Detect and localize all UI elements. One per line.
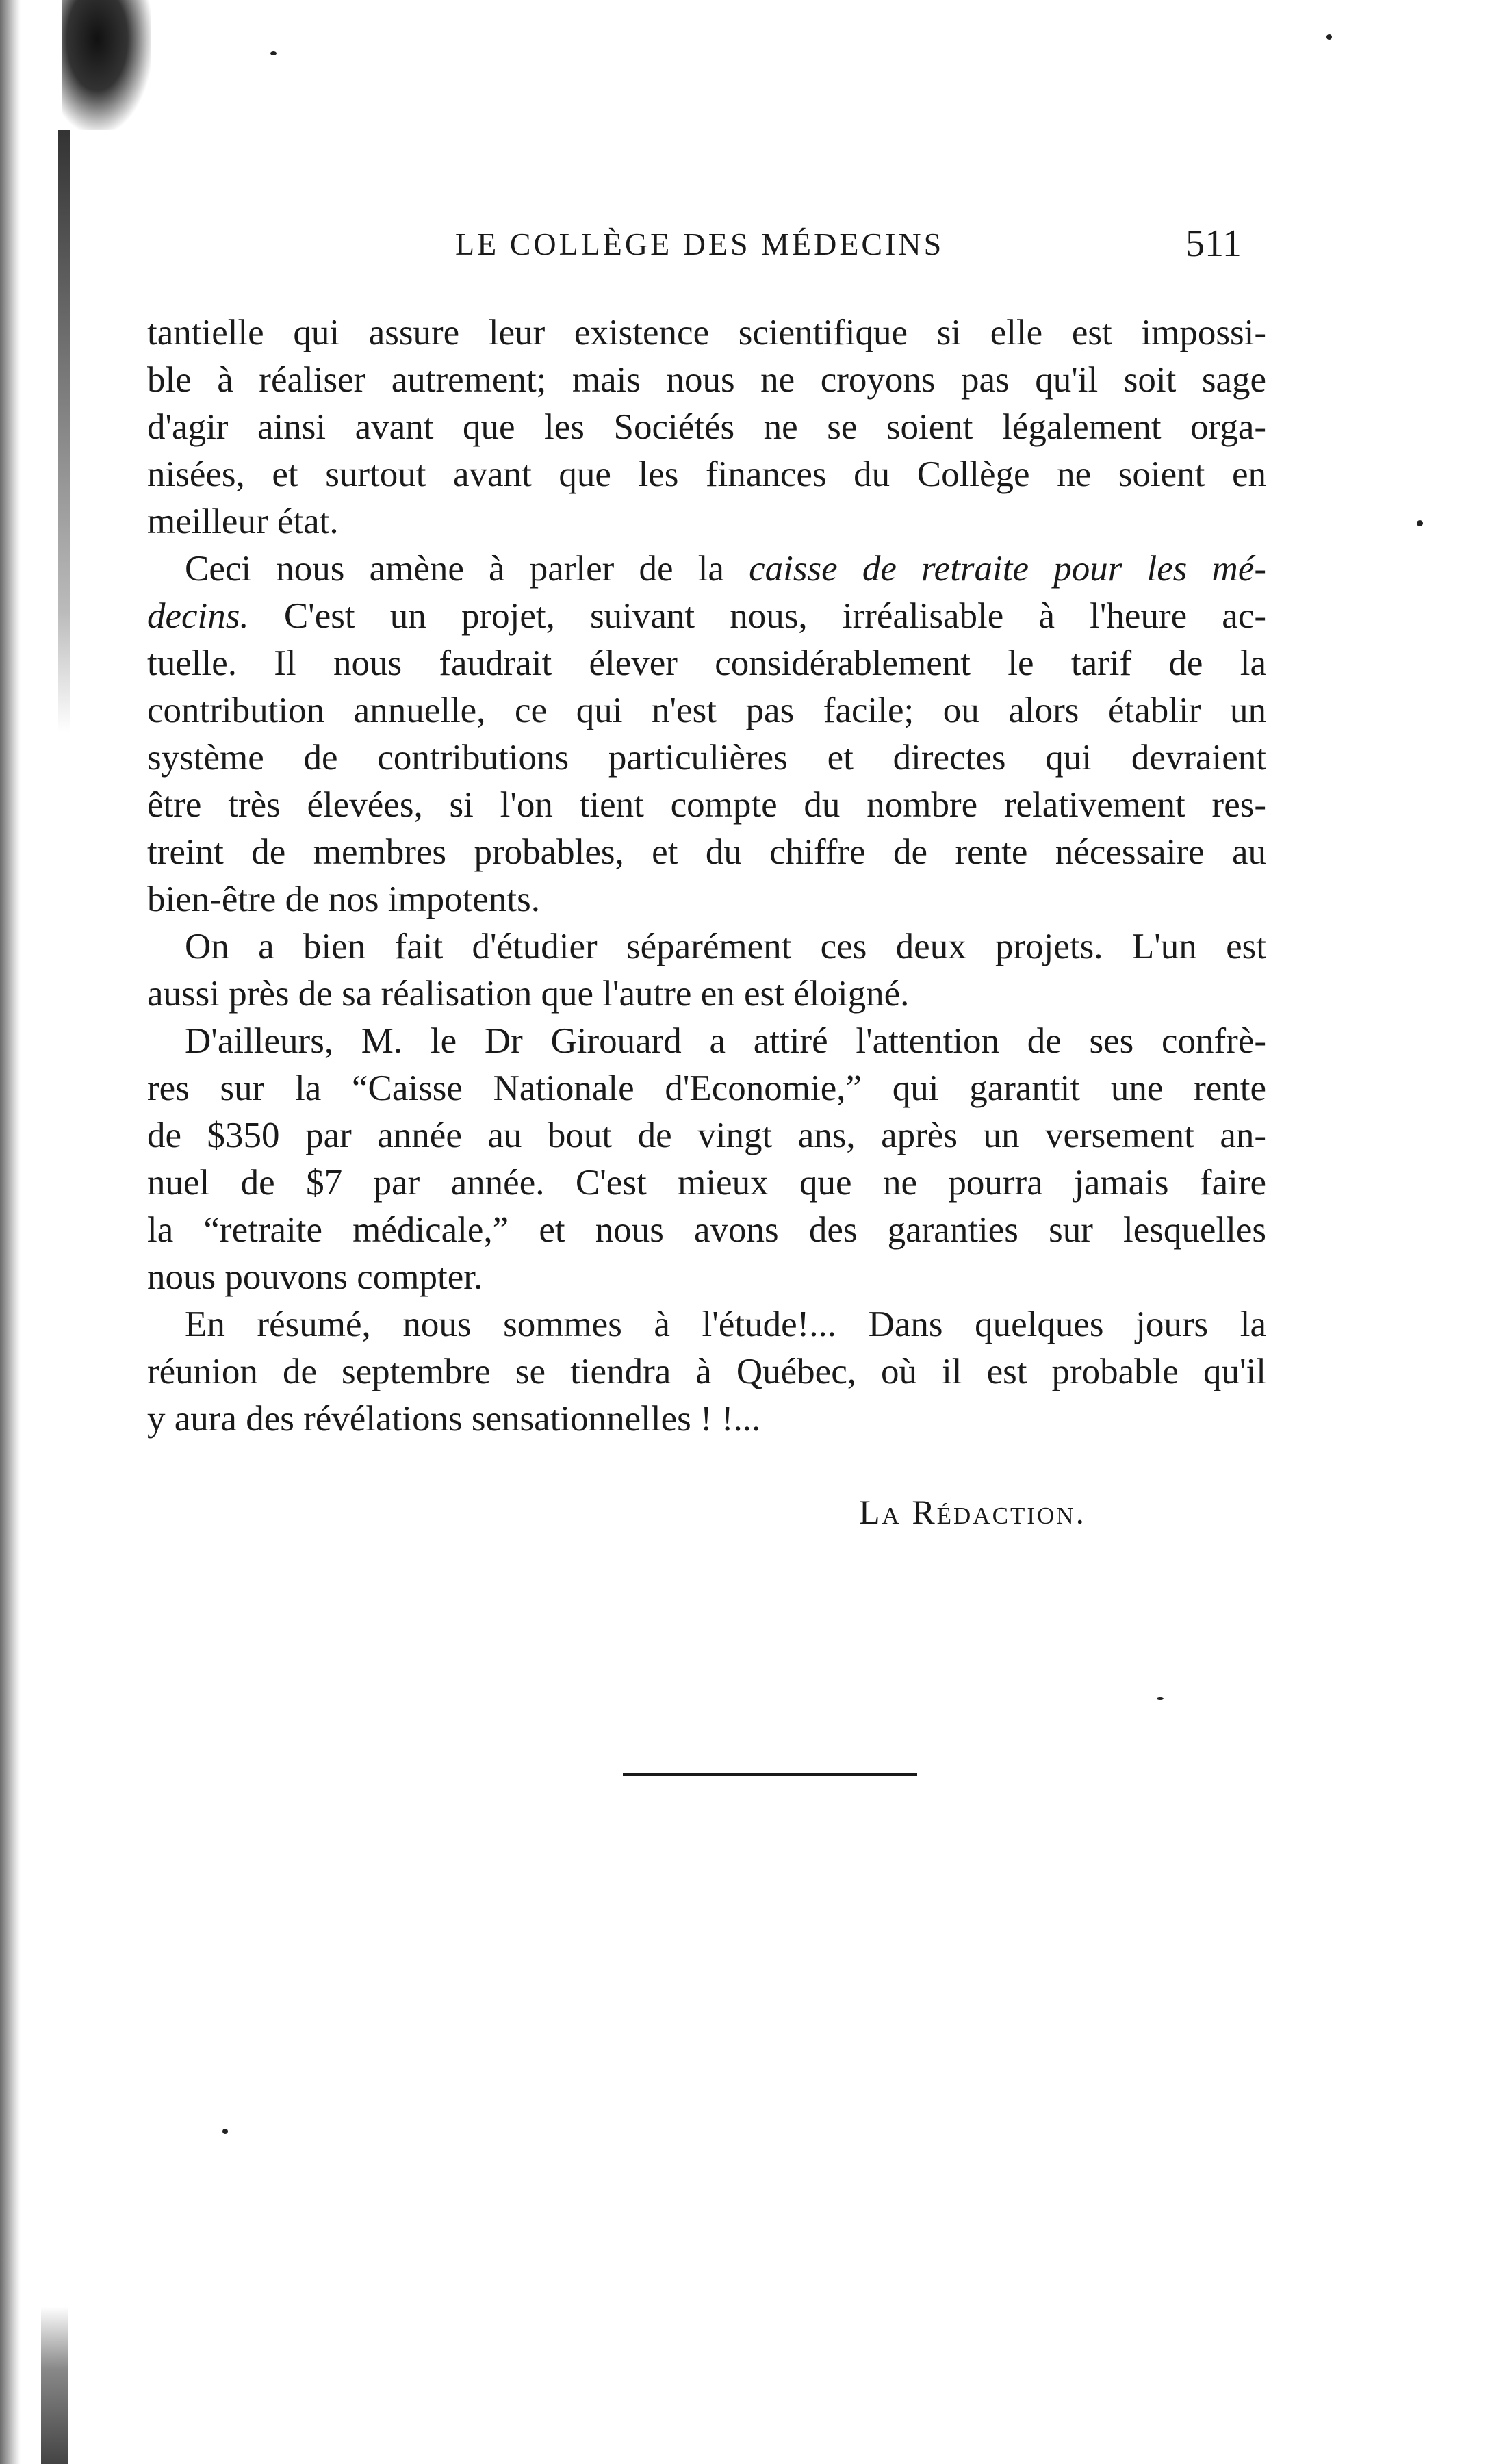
text-line — [147, 593, 1266, 640]
scan-speck — [270, 51, 277, 55]
text-line — [147, 357, 1266, 404]
running-title: LE COLLÈGE DES MÉDECINS — [455, 227, 945, 261]
text-line — [147, 640, 1266, 687]
text-line — [147, 498, 1266, 546]
text-run: y aura des révélations sensationnelles ! !... — [147, 1399, 761, 1439]
text-line — [147, 1396, 1266, 1443]
text-line — [147, 1348, 1266, 1396]
scan-speck — [1326, 34, 1332, 40]
text-run: nisées, et surtout avant que les finances du Collège ne soient en — [147, 454, 1266, 494]
text-line — [147, 1159, 1266, 1207]
text-run: C'est un projet, suivant nous, irréalisable à l'heure ac- — [248, 596, 1266, 636]
text-line — [147, 451, 1266, 498]
text-line — [147, 1254, 1266, 1301]
text-run: treint de membres probables, et du chiffre de rente nécessaire au — [147, 832, 1266, 872]
text-line — [147, 546, 1266, 593]
text-line — [147, 1065, 1266, 1112]
signature: La Rédaction. — [859, 1493, 1087, 1531]
text-run: d'agir ainsi avant que les Sociétés ne se soient légalement orga- — [147, 407, 1266, 447]
scan-artifact — [62, 0, 151, 130]
italic-run: caisse de retraite pour les mé- — [749, 549, 1266, 589]
text-line — [147, 687, 1266, 734]
text-run: tantielle qui assure leur existence scientifique si elle est impossi- — [147, 313, 1266, 352]
italic-run: decins. — [147, 596, 249, 636]
text-run: D'ailleurs, M. le Dr Girouard a attiré l'attention de ses confrè- — [185, 1021, 1266, 1061]
text-run: En résumé, nous sommes à l'étude!... Dans quelques jours la — [185, 1305, 1266, 1344]
body-text — [147, 309, 1266, 1443]
text-line — [147, 876, 1266, 923]
text-line — [147, 829, 1266, 876]
scan-speck — [1157, 1697, 1164, 1700]
text-run: la “retraite médicale,” et nous avons des garanties sur lesquelles — [147, 1210, 1266, 1250]
text-run: nuel de $7 par année. C'est mieux que ne pourra jamais faire — [147, 1163, 1266, 1203]
text-run: meilleur état. — [147, 502, 339, 541]
text-line — [147, 923, 1266, 971]
text-line — [147, 1112, 1266, 1159]
closing-rule — [623, 1773, 917, 1776]
text-line — [147, 971, 1266, 1018]
text-run: contribution annuelle, ce qui n'est pas facile; ou alors établir un — [147, 691, 1266, 730]
text-run: réunion de septembre se tiendra à Québec, où il est probable qu'il — [147, 1352, 1266, 1391]
scan-artifact — [58, 130, 70, 732]
page-number: 511 — [1185, 222, 1242, 265]
binding-edge — [0, 0, 21, 2464]
text-run: On a bien fait d'étudier séparément ces deux projets. L'un est — [185, 927, 1266, 966]
text-run: tuelle. Il nous faudrait élever considérablement le tarif de la — [147, 643, 1266, 683]
text-run: aussi près de sa réalisation que l'autre en est éloigné. — [147, 974, 910, 1014]
scan-artifact — [41, 2307, 68, 2464]
text-run: res sur la “Caisse Nationale d'Economie,” qui garantit une rente — [147, 1068, 1266, 1108]
text-run: être très élevées, si l'on tient compte du nombre relativement res- — [147, 785, 1266, 825]
text-run: bien-être de nos impotents. — [147, 880, 541, 919]
running-head — [0, 222, 1501, 267]
scan-speck — [222, 2129, 228, 2134]
text-run: nous pouvons compter. — [147, 1257, 483, 1297]
text-run: Ceci nous amène à parler de la — [185, 549, 749, 589]
text-run: de $350 par année au bout de vingt ans, après un versement an- — [147, 1116, 1266, 1155]
scan-speck — [1417, 520, 1423, 526]
text-run: système de contributions particulières et directes qui devraient — [147, 738, 1266, 778]
text-line — [147, 1301, 1266, 1348]
text-line — [147, 404, 1266, 451]
text-line — [147, 782, 1266, 829]
text-run: ble à réaliser autrement; mais nous ne croyons pas qu'il soit sage — [147, 360, 1266, 400]
text-line — [147, 734, 1266, 782]
text-line — [147, 1207, 1266, 1254]
text-line — [147, 309, 1266, 357]
text-line — [147, 1018, 1266, 1065]
